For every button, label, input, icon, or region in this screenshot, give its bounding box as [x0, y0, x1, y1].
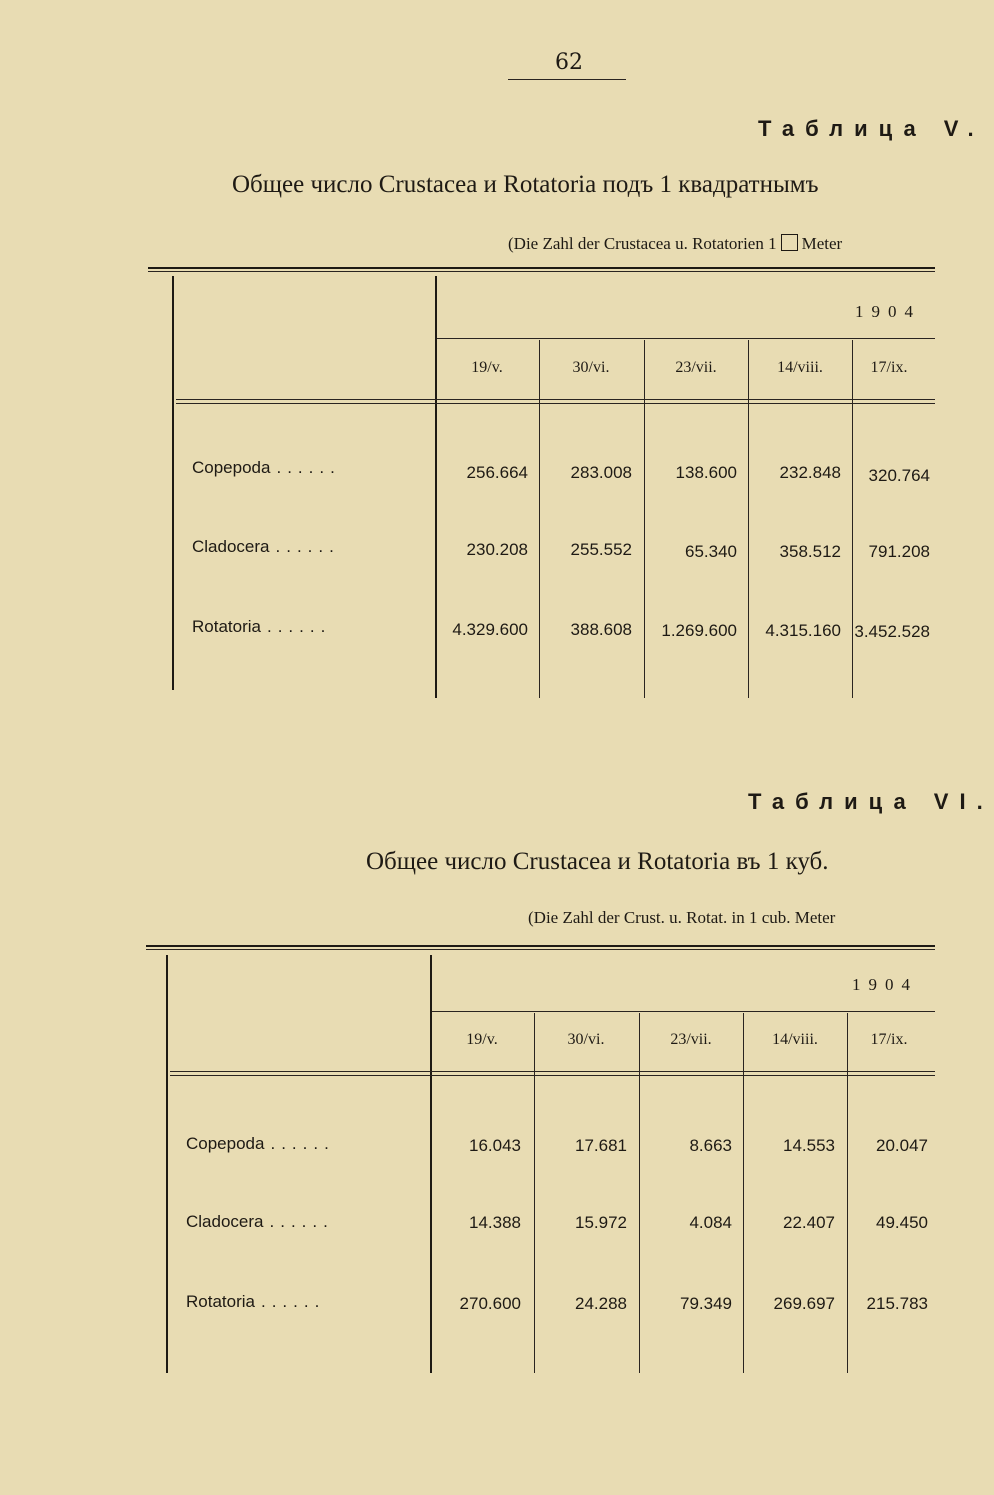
table5-col-divider-1 — [539, 340, 540, 698]
table5-cell: 65.340 — [685, 542, 737, 561]
table6-cell: 17.681 — [575, 1136, 627, 1155]
table6-row-label: Copepoda ...... — [186, 1134, 335, 1153]
table6-header-rule-2 — [170, 1075, 935, 1076]
table5-col-divider-3 — [748, 340, 749, 698]
table6-col-header: 30/vi. — [567, 1031, 605, 1048]
table5-col-header: 19/v. — [471, 359, 503, 376]
table6-cell: 4.084 — [689, 1213, 732, 1232]
table5-year: 1904 — [855, 302, 921, 321]
table5-cell: 230.208 — [466, 540, 528, 559]
table6-cell: 270.600 — [459, 1294, 521, 1313]
table6-cell: 16.043 — [469, 1136, 521, 1155]
table6-cell: 20.047 — [876, 1136, 928, 1155]
table6-year: 1904 — [852, 975, 918, 994]
table6-col-divider-4 — [847, 1013, 848, 1373]
table5-header-rule-2 — [176, 403, 935, 404]
table6-cell: 14.553 — [783, 1136, 835, 1155]
table5-cell: 4.329.600 — [452, 620, 528, 639]
table5-cell: 283.008 — [570, 463, 632, 482]
table6-title: Общее число Crustacea и Rotatoria въ 1 куб. — [366, 848, 829, 875]
table5-cell: 138.600 — [675, 463, 737, 482]
table5-row-label: Copepoda ...... — [192, 458, 341, 477]
table5-col-header: 23/vii. — [675, 359, 717, 376]
table5-left-border — [172, 276, 174, 690]
table6-row-label: Rotatoria ...... — [186, 1292, 326, 1311]
table6-cell: 15.972 — [575, 1213, 627, 1232]
table5-year-rule — [437, 338, 935, 339]
table6-label: Таблица VI. — [748, 789, 994, 814]
table5-cell: 388.608 — [570, 620, 632, 639]
table5-cell: 232.848 — [779, 463, 841, 482]
table6-cell: 269.697 — [773, 1294, 835, 1313]
table6-row-label: Cladocera ...... — [186, 1212, 334, 1231]
table6-col-divider-1 — [534, 1013, 535, 1373]
table5-header-rule — [176, 399, 935, 400]
table6-top-rule — [146, 945, 935, 947]
table5-subtitle-text: (Die Zahl der Crustacea u. Rotatorien 1 — [508, 234, 777, 253]
table5-label: Таблица V. — [758, 116, 985, 141]
table6-header-rule — [170, 1071, 935, 1072]
table5-cell: 1.269.600 — [661, 621, 737, 640]
table6-col-header: 14/viii. — [772, 1031, 818, 1048]
table5-col-header: 17/ix. — [870, 359, 908, 376]
table6-cell: 79.349 — [680, 1294, 732, 1313]
table6-left-border — [166, 955, 168, 1373]
table5-col-header: 14/viii. — [777, 359, 823, 376]
table6-top-rule-2 — [146, 949, 935, 950]
page-number: 62 — [555, 50, 583, 75]
table5-cell: 4.315.160 — [765, 621, 841, 640]
table6-cell: 49.450 — [876, 1213, 928, 1232]
square-symbol-icon — [781, 234, 798, 251]
table5-top-rule — [148, 267, 935, 269]
table6-col-header: 19/v. — [466, 1031, 498, 1048]
table5-col-header: 30/vi. — [572, 359, 610, 376]
page-number-rule — [508, 79, 626, 80]
table6-col-divider-3 — [743, 1013, 744, 1373]
table6-year-rule — [432, 1011, 935, 1012]
table6-cell: 215.783 — [866, 1294, 928, 1313]
table6-col-header: 23/vii. — [670, 1031, 712, 1048]
table5-top-rule-2 — [148, 271, 935, 272]
table6-subtitle: (Die Zahl der Crust. u. Rotat. in 1 cub. Meter — [528, 908, 836, 927]
table6-col-divider-2 — [639, 1013, 640, 1373]
table5-cell: 320.764 — [868, 466, 930, 485]
table5-row-label: Cladocera ...... — [192, 537, 340, 556]
table5-cell: 791.208 — [868, 542, 930, 561]
table5-cell: 255.552 — [570, 540, 632, 559]
table6-cell: 14.388 — [469, 1213, 521, 1232]
table5-col-divider-4 — [852, 340, 853, 698]
table5-subtitle — [508, 234, 842, 254]
table6-cell: 24.288 — [575, 1294, 627, 1313]
table5-row-label: Rotatoria ...... — [192, 617, 332, 636]
table5-cell: 3.452.528 — [854, 622, 930, 641]
table5-col-divider-2 — [644, 340, 645, 698]
table5-subtitle-unit: Meter — [801, 234, 843, 253]
table6-col-header: 17/ix. — [870, 1031, 908, 1048]
table5-title: Общее число Crustacea и Rotatoria подъ 1 квадратнымъ — [232, 171, 819, 198]
table6-cell: 22.407 — [783, 1213, 835, 1232]
table5-cell: 358.512 — [779, 542, 841, 561]
table5-cell: 256.664 — [466, 463, 528, 482]
table6-cell: 8.663 — [689, 1136, 732, 1155]
